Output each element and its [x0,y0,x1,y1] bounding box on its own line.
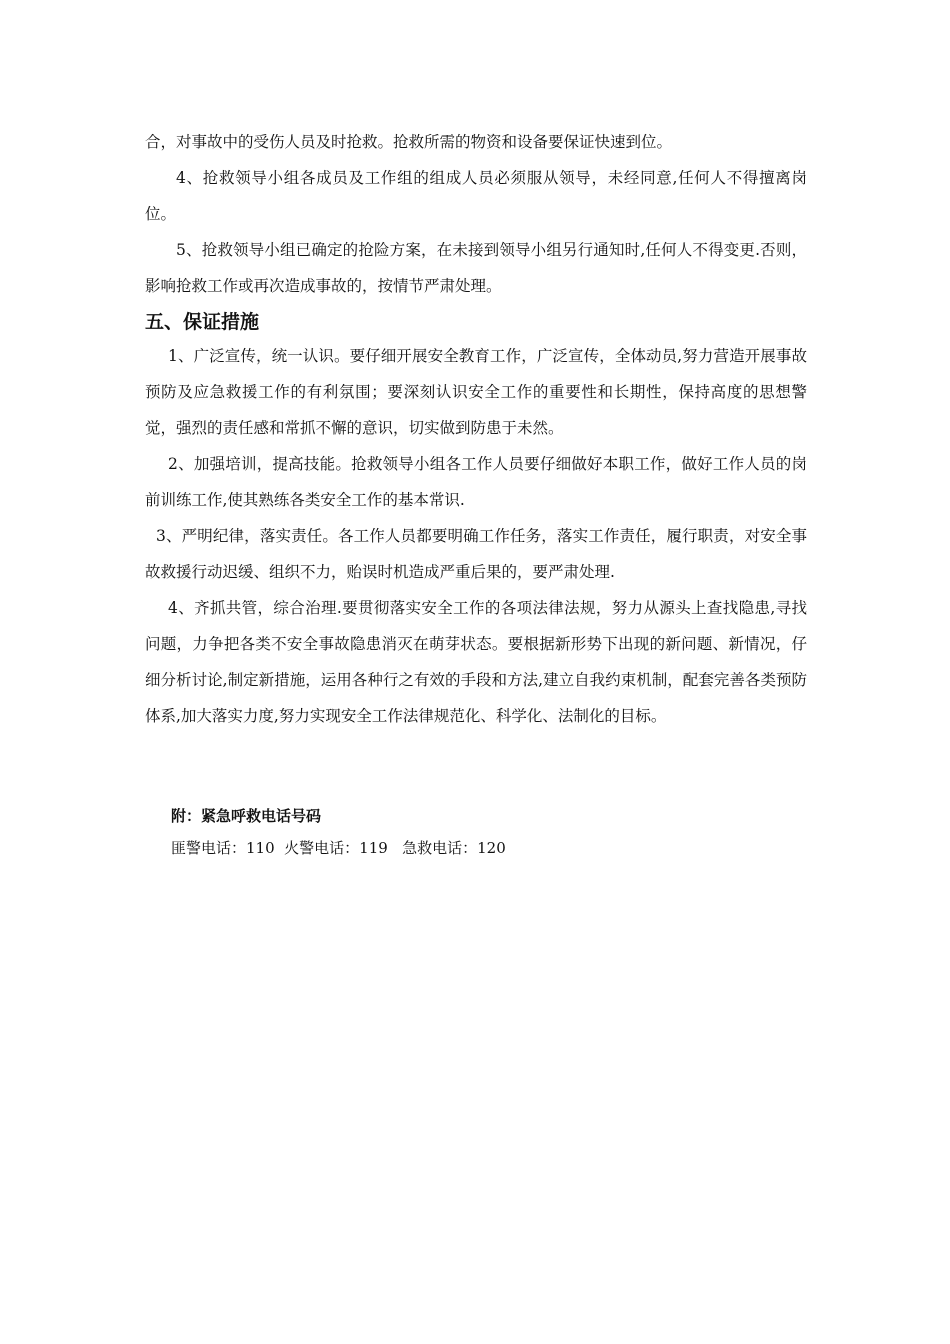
emergency-phone-numbers: 匪警电话：110 火警电话：119 急救电话：120 [171,839,506,857]
measure-item-2: 2、加强培训，提高技能。抢救领导小组各工作人员要仔细做好本职工作，做好工作人员的岗前训练工作,使其熟练各类安全工作的基本常识. [145,455,807,509]
appendix-title: 附：紧急呼救电话号码 [171,807,322,825]
paragraph-continuation: 合，对事故中的受伤人员及时抢救。抢救所需的物资和设备要保证快速到位。 [145,133,673,151]
measure-item-3: 3、严明纪律，落实责任。各工作人员都要明确工作任务，落实工作责任，履行职责，对安全事故救援行动迟缓、组织不力，贻误时机造成严重后果的，要严肃处理. [145,527,807,581]
measure-item-4: 4、齐抓共管，综合治理.要贯彻落实安全工作的各项法律法规，努力从源头上查找隐患,寻找问题，力争把各类不安全事故隐患消灭在萌芽状态。要根据新形势下出现的新问题、新情况，仔细分析讨论,制定新措施，运用各种行之有效的手段和方法,建立自我约束机制，配套完善各类预防体系,加大落实力度,努力实现安全工作法律规范化、科学化、法制化的目标。 [145,599,807,725]
measure-item-1: 1、广泛宣传，统一认识。要仔细开展安全教育工作，广泛宣传，全体动员,努力营造开展事故预防及应急救援工作的有利氛围；要深刻认识安全工作的重要性和长期性，保持高度的思想警觉，强烈的责任感和常抓不懈的意识，切实做到防患于未然。 [145,347,807,437]
section-heading: 五、保证措施 [145,311,260,333]
appendix [171,802,506,862]
paragraph-item-4: 4、抢救领导小组各成员及工作组的组成人员必须服从领导，未经同意,任何人不得擅离岗位。 [145,169,807,223]
document-body [145,124,807,734]
paragraph-item-5: 5、抢救领导小组已确定的抢险方案，在未接到领导小组另行通知时,任何人不得变更.否则，影响抢救工作或再次造成事故的，按情节严肃处理。 [145,241,807,295]
